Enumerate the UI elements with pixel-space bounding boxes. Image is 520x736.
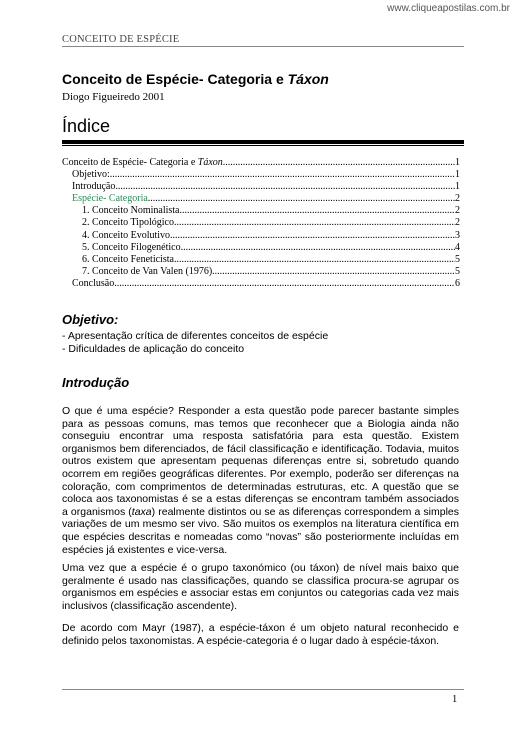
toc-entry-label: 6. Conceito Feneticista xyxy=(82,253,174,265)
toc-leader-dots xyxy=(114,278,455,290)
index-rule xyxy=(62,140,464,146)
toc-page-number: 2 xyxy=(455,193,460,205)
introducao-heading: Introdução xyxy=(62,375,130,390)
toc-page-number: 3 xyxy=(455,229,460,241)
document-title xyxy=(62,71,329,87)
toc-page-number: 5 xyxy=(455,253,460,265)
toc-page-number: 5 xyxy=(455,265,460,277)
toc-entry-objetivo[interactable] xyxy=(62,169,460,181)
toc-entry-label: 5. Conceito Filogenético xyxy=(82,241,181,253)
site-watermark: www.cliqueapostilas.com.br xyxy=(387,3,510,14)
toc-page-number: 4 xyxy=(455,241,460,253)
table-of-contents xyxy=(62,157,460,290)
document-title-main: Conceito de Espécie- Categoria e xyxy=(62,71,288,87)
toc-entry-introducao[interactable] xyxy=(62,181,460,193)
toc-entry-label: 2. Conceito Tipológico xyxy=(82,217,174,229)
toc-entry-label: Espécie- Categoria xyxy=(72,193,148,205)
toc-entry-label: 4. Conceito Evolutivo xyxy=(82,229,171,241)
author-line: Diogo Figueiredo 2001 xyxy=(62,91,165,103)
toc-leader-dots xyxy=(115,181,455,193)
footer-rule xyxy=(62,689,464,690)
toc-entry-especie-categoria[interactable] xyxy=(62,193,460,205)
toc-page-number: 1 xyxy=(455,181,460,193)
objetivo-item: - Apresentação crítica de diferentes conceitos de espécie xyxy=(62,330,329,342)
objetivo-heading: Objetivo: xyxy=(62,312,119,327)
toc-entry-label: 1. Conceito Nominalista xyxy=(82,205,180,217)
toc-entry-title[interactable] xyxy=(62,157,460,169)
introducao-paragraph-1: O que é uma espécie? Responder a esta questão pode parecer bastante simples para as pessoas comuns, mas temos que reconhecer que a Biologia ainda não conseguiu encontrar uma resposta satisfatória para esta questão. Existem organismos bem diferenciados, de fácil classificação e identificação. Todavia, muitos outros existem que apresentam pequenas diferenças entre si, sobretudo quando ocorrem em regiões geográficas diferentes. Por exemplo, poderão ser diferenças na coloração, com comprimentos de determinadas estruturas, etc. A questão que se coloca aos taxonomistas é se a estas diferenças se encontram também associados a organismos (taxa) realmente distintos ou se as diferenças correspondem a simples variações de um mesmo ser vivo. São muitos os exemplos na literatura científica em que espécies descritas e nomeadas como “novas” são posteriormente incluídas em espécies já existentes e vice-versa. xyxy=(62,405,460,556)
running-header: CONCEITO DE ESPÉCIE xyxy=(62,34,180,45)
toc-leader-dots xyxy=(170,230,455,242)
toc-entry-van-valen[interactable] xyxy=(62,266,460,278)
toc-entry-evolutivo[interactable] xyxy=(62,230,460,242)
objetivo-item: - Dificuldades de aplicação do conceito xyxy=(62,343,245,355)
toc-leader-dots xyxy=(148,193,455,205)
document-title-italic: Táxon xyxy=(287,71,329,87)
toc-page-number: 1 xyxy=(455,169,460,181)
toc-entry-label: 7. Conceito de Van Valen (1976) xyxy=(82,265,213,277)
index-heading: Índice xyxy=(62,116,111,136)
toc-leader-dots xyxy=(174,254,455,266)
toc-leader-dots xyxy=(174,217,455,229)
page-number: 1 xyxy=(452,694,458,705)
toc-entry-filogenetico[interactable] xyxy=(62,242,460,254)
toc-leader-dots xyxy=(212,266,455,278)
toc-entry-tipologico[interactable] xyxy=(62,217,460,229)
toc-page-number: 2 xyxy=(455,217,460,229)
objetivo-list xyxy=(62,330,328,356)
introducao-paragraph-2: Uma vez que a espécie é o grupo taxonómico (ou táxon) de nível mais baixo que geralmente é usado nas classificações, quando se classifica procura-se agrupar os organismos em espécies e associar estas em conjuntos ou categorias cada vez mais inclusivos (classificação ascendente). xyxy=(62,562,459,612)
toc-page-number: 1 xyxy=(455,157,460,168)
toc-entry-nominalista[interactable] xyxy=(62,205,460,217)
toc-entry-conclusao[interactable] xyxy=(62,278,460,290)
introducao-paragraph-3: De acordo com Mayr (1987), a espécie-táxon é um objeto natural reconhecido e definido pelos taxonomistas. A espécie-categoria é o lugar dado à espécie-táxon. xyxy=(62,622,459,647)
toc-entry-label: Introdução xyxy=(72,181,116,193)
toc-page-number: 2 xyxy=(455,205,460,217)
toc-leader-dots xyxy=(110,169,455,181)
toc-leader-dots xyxy=(181,242,455,254)
header-rule xyxy=(62,46,464,47)
toc-page-number: 6 xyxy=(455,277,460,289)
toc-leader-dots xyxy=(180,205,456,217)
toc-leader-dots xyxy=(223,157,455,169)
toc-entry-label: Conclusão xyxy=(72,277,115,289)
toc-entry-label: Objetivo: xyxy=(72,169,110,181)
toc-entry-feneticista[interactable] xyxy=(62,254,460,266)
toc-entry-label: Conceito de Espécie- Categoria e Táxon xyxy=(62,157,223,168)
